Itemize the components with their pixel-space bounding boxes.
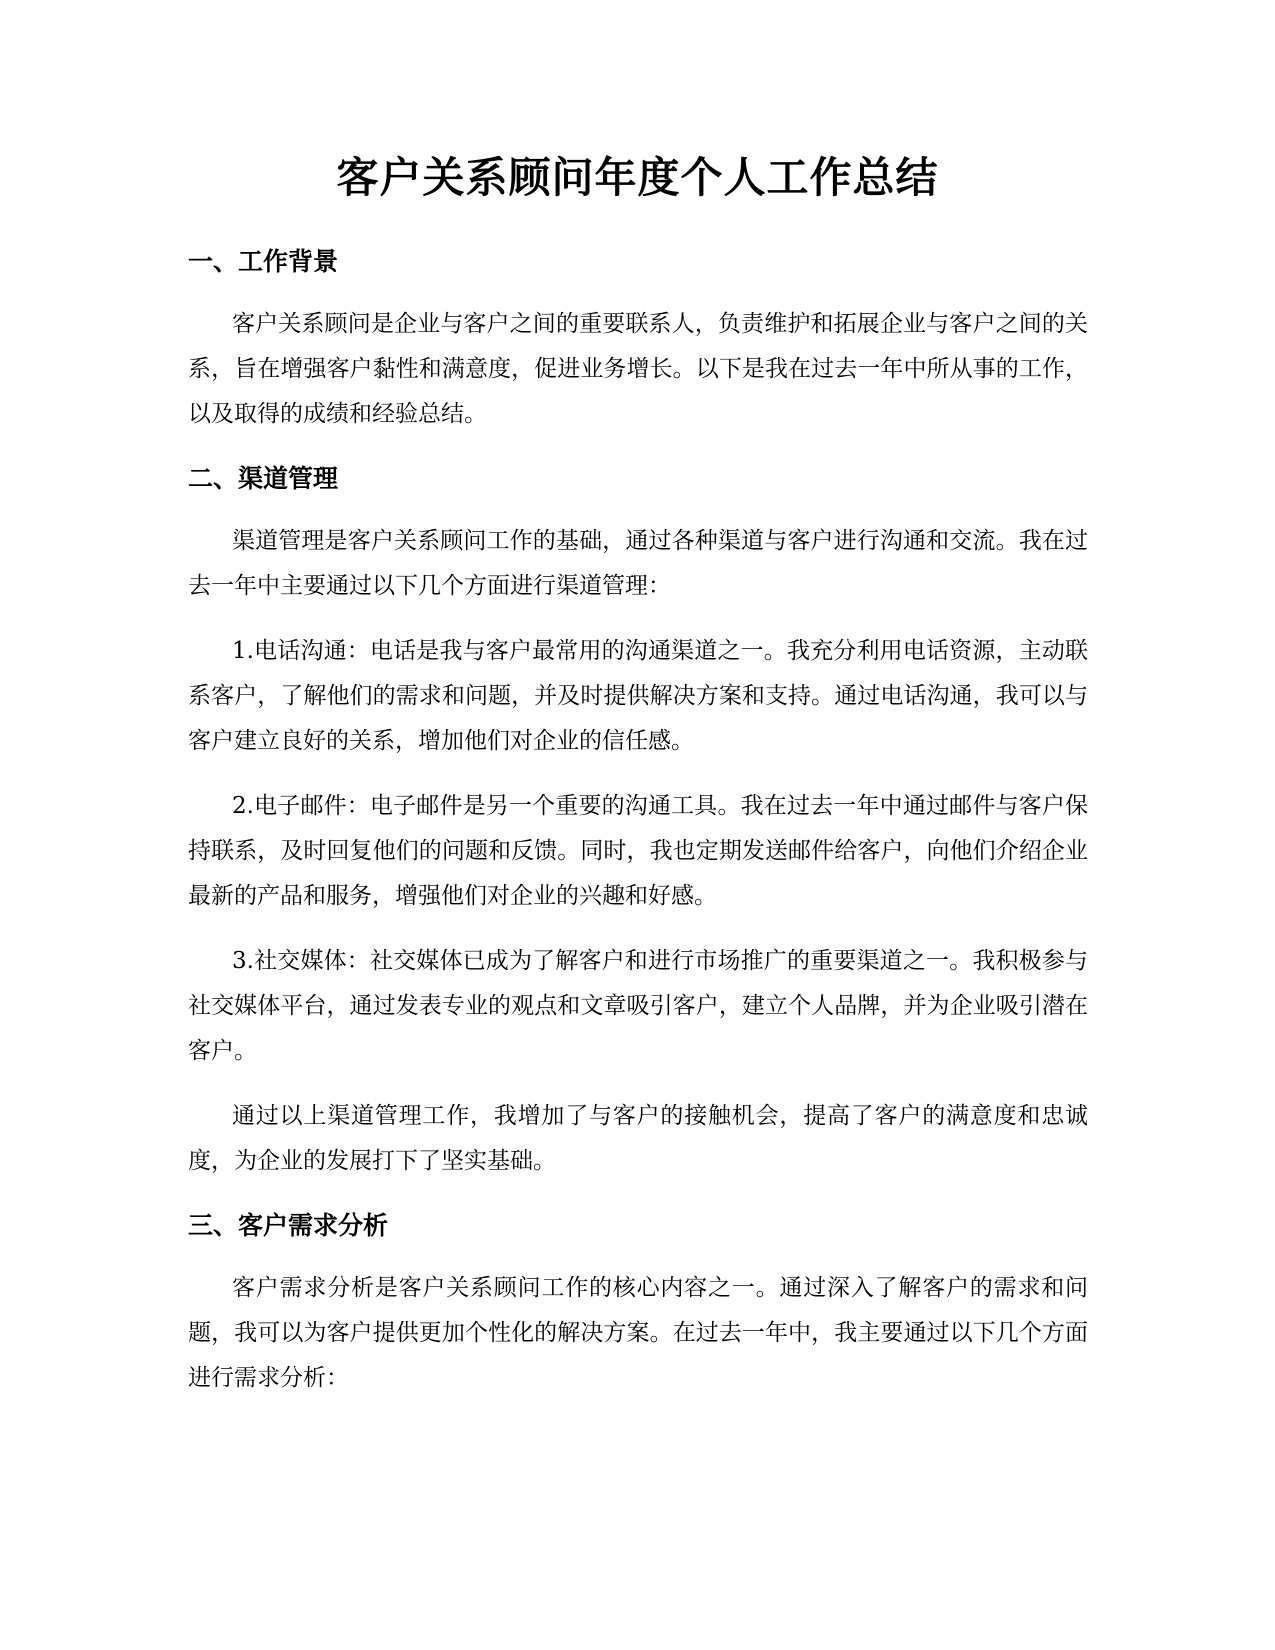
paragraph: 渠道管理是客户关系顾问工作的基础，通过各种渠道与客户进行沟通和交流。我在过去一年中主要通过以下几个方面进行渠道管理：: [188, 528, 1088, 599]
paragraph: 1.电话沟通：电话是我与客户最常用的沟通渠道之一。我充分利用电话资源，主动联系客户，了解他们的需求和问题，并及时提供解决方案和支持。通过电话沟通，我可以与客户建立良好的关系，增加他们对企业的信任感。: [188, 638, 1088, 754]
section-work-background: [188, 244, 1088, 437]
section-heading: 二、渠道管理: [188, 464, 339, 493]
paragraph: 客户需求分析是客户关系顾问工作的核心内容之一。通过深入了解客户的需求和问题，我可以为客户提供更加个性化的解决方案。在过去一年中，我主要通过以下几个方面进行需求分析：: [188, 1275, 1088, 1391]
document-body: [188, 244, 1088, 1421]
section-customer-needs-analysis: [188, 1208, 1088, 1401]
paragraph: 2.电子邮件：电子邮件是另一个重要的沟通工具。我在过去一年中通过邮件与客户保持联系，及时回复他们的问题和反馈。同时，我也定期发送邮件给客户，向他们介绍企业最新的产品和服务，增强他们对企业的兴趣和好感。: [188, 793, 1088, 909]
paragraph: 3.社交媒体：社交媒体已成为了解客户和进行市场推广的重要渠道之一。我积极参与社交媒体平台，通过发表专业的观点和文章吸引客户，建立个人品牌，并为企业吸引潜在客户。: [188, 948, 1088, 1064]
section-heading: 一、工作背景: [188, 247, 339, 276]
document-title: 客户关系顾问年度个人工作总结: [336, 153, 939, 202]
section-heading: 三、客户需求分析: [188, 1211, 389, 1240]
section-channel-management: [188, 461, 1088, 1184]
paragraph: 通过以上渠道管理工作，我增加了与客户的接触机会，提高了客户的满意度和忠诚度，为企业的发展打下了坚实基础。: [188, 1103, 1088, 1174]
paragraph: 客户关系顾问是企业与客户之间的重要联系人，负责维护和拓展企业与客户之间的关系，旨在增强客户黏性和满意度，促进业务增长。以下是我在过去一年中所从事的工作，以及取得的成绩和经验总结。: [188, 311, 1088, 427]
